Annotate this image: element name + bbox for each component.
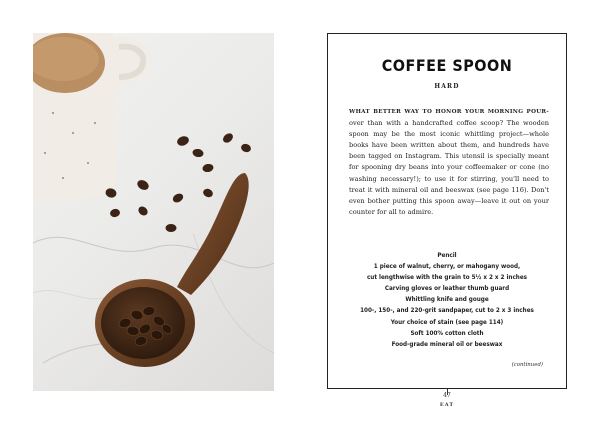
wooden-spoon	[95, 173, 249, 367]
materials-heading: Pencil	[437, 252, 457, 259]
intro-paragraph	[349, 106, 549, 218]
page-folio	[327, 389, 567, 408]
material-item: Food-grade mineral oil or beeswax	[391, 340, 503, 348]
material-item: 1 piece of walnut, cherry, or mahogany wood,	[373, 263, 521, 271]
materials-list	[328, 250, 566, 350]
section-label: EAT	[439, 402, 455, 408]
mug	[33, 33, 151, 202]
material-item: cut lengthwise with the grain to 5½ x 2 x 2 inches	[366, 274, 528, 282]
recipe-title: COFFEE SPOON	[381, 56, 513, 75]
material-item: Your choice of stain (see page 114)	[390, 318, 504, 326]
material-item: 100-, 150-, and 220-grit sandpaper, cut to 2 x 3 inches	[360, 307, 534, 315]
intro-lead: WHAT BETTER WAY TO HONOR YOUR MORNING POUR-	[349, 109, 549, 115]
material-item: Carving gloves or leather thumb guard	[384, 285, 510, 293]
page-number: 47	[443, 392, 451, 399]
photo-illustration	[33, 33, 274, 391]
difficulty-label: HARD	[434, 83, 460, 90]
recipe-panel	[327, 33, 567, 389]
continued-note: (continued)	[511, 362, 543, 368]
material-item: Whittling knife and gouge	[405, 296, 489, 304]
coffee-spoon-photo	[33, 33, 274, 391]
intro-body: over than with a handcrafted coffee scoop? The wooden spoon may be the most iconic whittling project—whole books have been written about them, and hundreds have been tagged on Instagram. This utensil is specially meant for spooning dry beans into your coffeemaker or cone (no washing necessary!); to use it for stirring, you'll need to treat it with mineral oil and beeswax (see page 116). Don't even bother putting this spoon away—leave it out on your counter for all to admire.	[349, 119, 549, 216]
material-item: Soft 100% cotton cloth	[410, 329, 484, 337]
